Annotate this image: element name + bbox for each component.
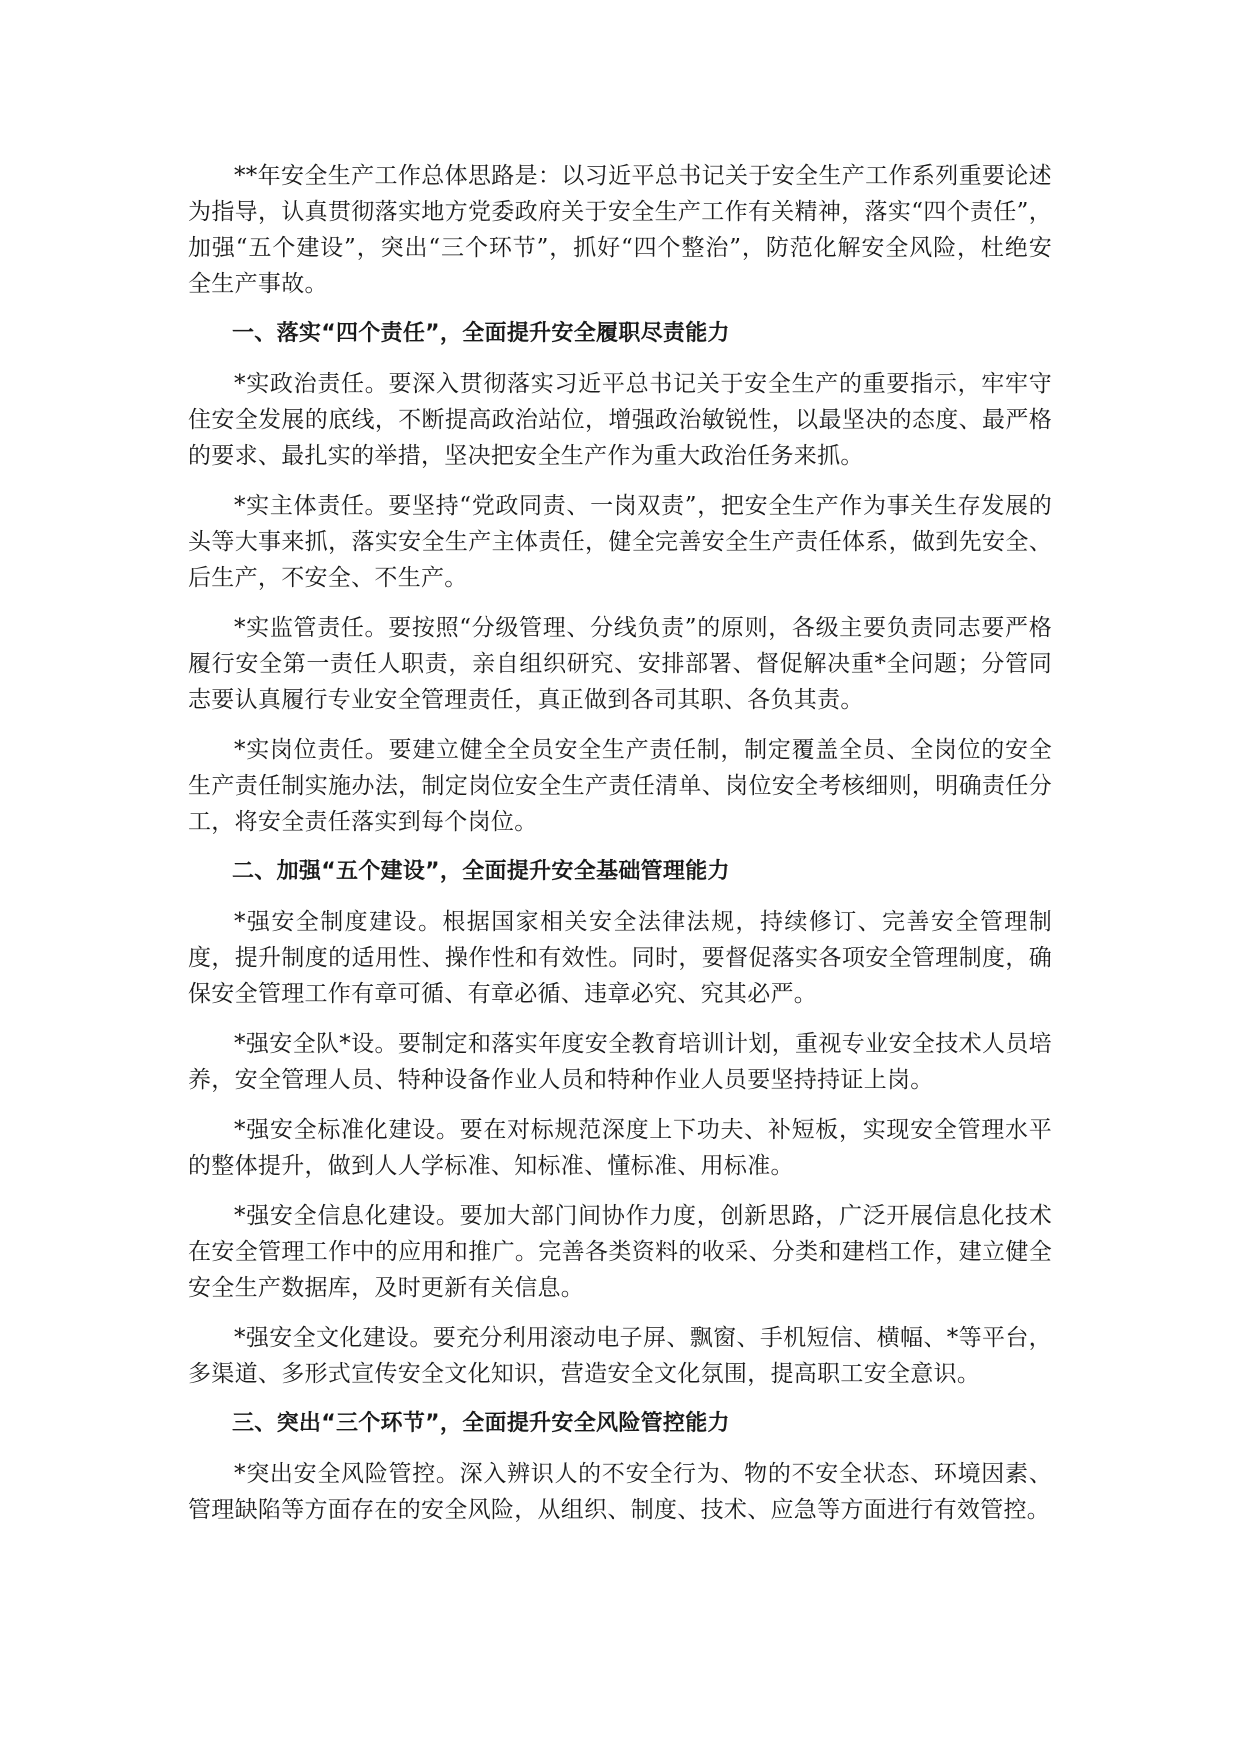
intro-paragraph: **年安全生产工作总体思路是：以习近平总书记关于安全生产工作系列重要论述为指导，认真贯彻落实地方党委政府关于安全生产工作有关精神，落实“四个责任”，加强“五个建设”，突出“三个环节”，抓好“四个整治”，防范化解安全风险，杜绝安全生产事故。 (188, 163, 1052, 297)
body-paragraph: *实主体责任。要坚持“党政同责、一岗双责”，把安全生产作为事关生存发展的头等大事来抓，落实安全生产主体责任，健全完善安全生产责任体系，做到先安全、后生产，不安全、不生产。 (188, 493, 1052, 591)
section-heading: 一、落实“四个责任”，全面提升安全履职尽责能力 (232, 321, 730, 346)
body-paragraph: *实政治责任。要深入贯彻落实习近平总书记关于安全生产的重要指示，牢牢守住安全发展的底线，不断提高政治站位，增强政治敏锐性，以最坚决的态度、最严格的要求、最扎实的举措，坚决把安全生产作为重大政治任务来抓。 (188, 371, 1052, 469)
body-paragraph: *强安全信息化建设。要加大部门间协作力度，创新思路，广泛开展信息化技术在安全管理工作中的应用和推广。完善各类资料的收采、分类和建档工作，建立健全安全生产数据库，及时更新有关信息。 (188, 1203, 1052, 1301)
body-paragraph: *实监管责任。要按照“分级管理、分线负责”的原则，各级主要负责同志要严格履行安全第一责任人职责，亲自组织研究、安排部署、督促解决重*全问题；分管同志要认真履行专业安全管理责任，真正做到各司其职、各负其责。 (188, 615, 1052, 713)
section-heading: 二、加强“五个建设”，全面提升安全基础管理能力 (232, 859, 730, 884)
body-paragraph: *强安全文化建设。要充分利用滚动电子屏、飘窗、手机短信、横幅、*等平台，多渠道、多形式宣传安全文化知识，营造安全文化氛围，提高职工安全意识。 (188, 1325, 1052, 1387)
body-paragraph: *实岗位责任。要建立健全全员安全生产责任制，制定覆盖全员、全岗位的安全生产责任制实施办法，制定岗位安全生产责任清单、岗位安全考核细则，明确责任分工，将安全责任落实到每个岗位。 (188, 737, 1052, 835)
body-paragraph: *突出安全风险管控。深入辨识人的不安全行为、物的不安全状态、环境因素、管理缺陷等方面存在的安全风险，从组织、制度、技术、应急等方面进行有效管控。 (188, 1461, 1052, 1523)
body-paragraph: *强安全制度建设。根据国家相关安全法律法规，持续修订、完善安全管理制度，提升制度的适用性、操作性和有效性。同时，要督促落实各项安全管理制度，确保安全管理工作有章可循、有章必循、违章必究、究其必严。 (188, 909, 1052, 1007)
body-paragraph: *强安全标准化建设。要在对标规范深度上下功夫、补短板，实现安全管理水平的整体提升，做到人人学标准、知标准、懂标准、用标准。 (188, 1117, 1052, 1179)
section-heading: 三、突出“三个环节”，全面提升安全风险管控能力 (232, 1411, 730, 1436)
document-page (188, 158, 1052, 1542)
body-paragraph: *强安全队*设。要制定和落实年度安全教育培训计划，重视专业安全技术人员培养，安全管理人员、特种设备作业人员和特种作业人员要坚持持证上岗。 (188, 1031, 1052, 1093)
